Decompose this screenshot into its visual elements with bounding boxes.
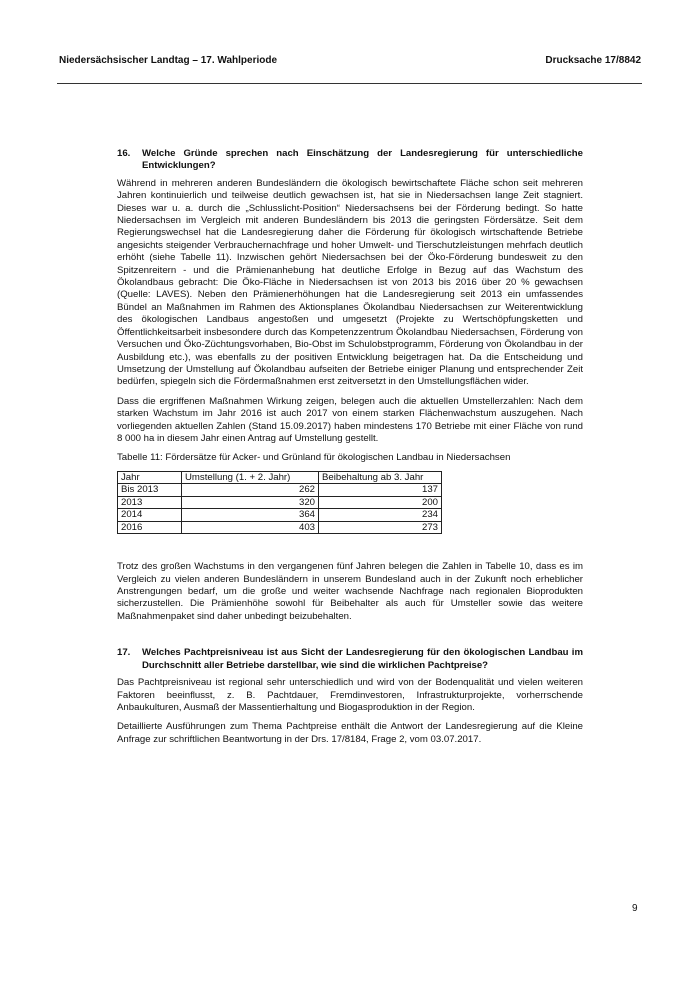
table-caption: Tabelle 11: Fördersätze für Acker- und Grünland für ökologischen Landbau in Niedersachsen <box>117 452 511 464</box>
answer-17-paragraph-1: Das Pachtpreisniveau ist regional sehr unterschiedlich und wird von der Bodenqualität und vielen weiteren Faktoren beeinflusst, z. B. Pachtdauer, Fremdinvestoren, Infrastrukturprojekte, vorherrschende Anbaukulturen, Ausmaß der Massentierhaltung und Biogasproduktion in der Region. <box>117 677 583 713</box>
funding-rates-table <box>117 471 442 535</box>
table-header-cell: Jahr <box>118 471 182 484</box>
question-number: 16. <box>117 148 131 159</box>
section-spacer <box>117 630 583 647</box>
table-cell-conversion: 320 <box>182 496 319 509</box>
answer-17-paragraph-2: Detaillierte Ausführungen zum Thema Pachtpreise enthält die Antwort der Landesregierung auf die Kleine Anfrage zur schriftlichen Beantwortung in der Drs. 17/8184, Frage 2, vom 03.07.2017. <box>117 721 583 745</box>
page-header <box>59 55 641 73</box>
section-spacer <box>117 544 583 561</box>
answer-16-paragraph-3: Trotz des großen Wachstums in den vergangenen fünf Jahren belegen die Zahlen in Tabelle 10, dass es im Vergleich zu vielen anderen Bundesländern in unserem Bundesland auch in der Zukunft noch erheblicher Anstrengungen bedarf, um die große und weiter wachsende Nachfrage nach regionalen Bioprodukten sicherzustellen. Die Prämienhöhe sowohl für Beibehalter als auch für Umsteller sowie das weitere Maßnahmenpaket sind daher unbedingt beizubehalten. <box>117 561 583 622</box>
header-parliament-title: Niedersächsischer Landtag – 17. Wahlperiode <box>59 55 278 66</box>
table-cell-conversion: 364 <box>182 509 319 522</box>
question-text: Welche Gründe sprechen nach Einschätzung der Landesregierung für unterschiedliche Entwicklungen? <box>142 148 583 172</box>
table-cell-conversion: 403 <box>182 521 319 534</box>
page-number: 9 <box>632 903 638 914</box>
table-row <box>118 496 442 509</box>
table-cell-year: 2016 <box>118 521 182 534</box>
table-cell-year: Bis 2013 <box>118 484 182 497</box>
question-16 <box>117 148 583 173</box>
table-cell-maintenance: 200 <box>319 496 442 509</box>
question-17 <box>117 647 583 672</box>
table-row <box>118 484 442 497</box>
table-cell-maintenance: 273 <box>319 521 442 534</box>
header-divider <box>57 83 642 84</box>
answer-16-paragraph-2: Dass die ergriffenen Maßnahmen Wirkung zeigen, belegen auch die aktuellen Umstellerzahlen: Nach dem starken Wachstum im Jahr 2016 ist auch 2017 von einem starken Flächenwachstum auszugehen. Nach vorliegenden aktuellen Zahlen (Stand 15.09.2017) haben mindestens 170 Betriebe mit einer Fläche von rund 8 000 ha in diesem Jahr einen Antrag auf Umstellung gestellt. <box>117 395 583 444</box>
question-number: 17. <box>117 647 131 659</box>
table-cell-year: 2013 <box>118 496 182 509</box>
answer-16-paragraph-1: Während in mehreren anderen Bundesländern die ökologisch bewirtschaftete Fläche schon seit mehreren Jahren kontinuierlich und teilweise deutlich gewachsen ist, hat sie in Niedersachsen lange Zeit stagniert. Dieses war u. a. durch die „Schlusslicht-Position“ Niedersachsens bei der Förderung bedingt. So hatte Niedersachsen im Vergleich mit anderen Bundesländern bis 2013 die geringsten Fördersätze. Seit dem Regierungswechsel hat die Landesregierung daher die Förderung für ökologisch wirtschaftende Betriebe angesichts steigender Verbrauchernachfrage und hoher Umwelt- und Tierschutzleistungen mehrfach deutlich erhöht (siehe Tabelle 11). Inzwischen gehört Niedersachsen bei der Öko-Förderung bundesweit zu den Spitzenreitern - und die Prämienanhebung hat deutliche Erfolge in Bezug auf das Wachstum des Ökolandbaus gebracht: Die Öko-Fläche in Niedersachsen ist von 2013 bis 2016 über 20 % gewachsen (Quelle: LAVES). Neben den Prämienerhöhungen hat die Landesregierung seit 2013 ein umfassendes Bündel an Maßnahmen im Rahmen des Aktionsplanes Ökolandbau Niedersachsen zur Weiterentwicklung des ökologischen Landbaus angestoßen und umgesetzt (Projekte zu Wertschöpfungsketten und Öffentlichkeitsarbeit insbesondere durch das Kompetenzzentrum Ökolandbau Niedersachsen, Förderung von Versuchen und Öko-Züchtungsvorhaben, Bio-Obst im Schulobstprogramm, Förderung von Ökolandbau in der Ausbildung etc.), was ebenfalls zu der positiven Entwicklung beigetragen hat. Da die Entscheidung und Umsetzung der Umstellung auf Ökolandbau aufseiten der Betriebe einiger Planung und entsprechender Zeit bedürfen, spiegeln sich die Fördermaßnahmen erst zeitversetzt in den Umstellungsflächen wider. <box>117 177 583 388</box>
table-row <box>118 521 442 534</box>
table-cell-maintenance: 234 <box>319 509 442 522</box>
table-header-cell: Umstellung (1. + 2. Jahr) <box>182 471 319 484</box>
table-row <box>118 509 442 522</box>
header-document-number: Drucksache 17/8842 <box>545 55 641 66</box>
table-header-cell: Beibehaltung ab 3. Jahr <box>319 471 442 484</box>
table-cell-year: 2014 <box>118 509 182 522</box>
question-text: Welches Pachtpreisniveau ist aus Sicht der Landesregierung für den ökologischen Landbau im Durchschnitt aller Betriebe darstellbar, wie sind die wirklichen Pachtpreise? <box>142 647 583 671</box>
table-cell-maintenance: 137 <box>319 484 442 497</box>
table-header-row <box>118 471 442 484</box>
table-cell-conversion: 262 <box>182 484 319 497</box>
document-body <box>117 148 583 753</box>
